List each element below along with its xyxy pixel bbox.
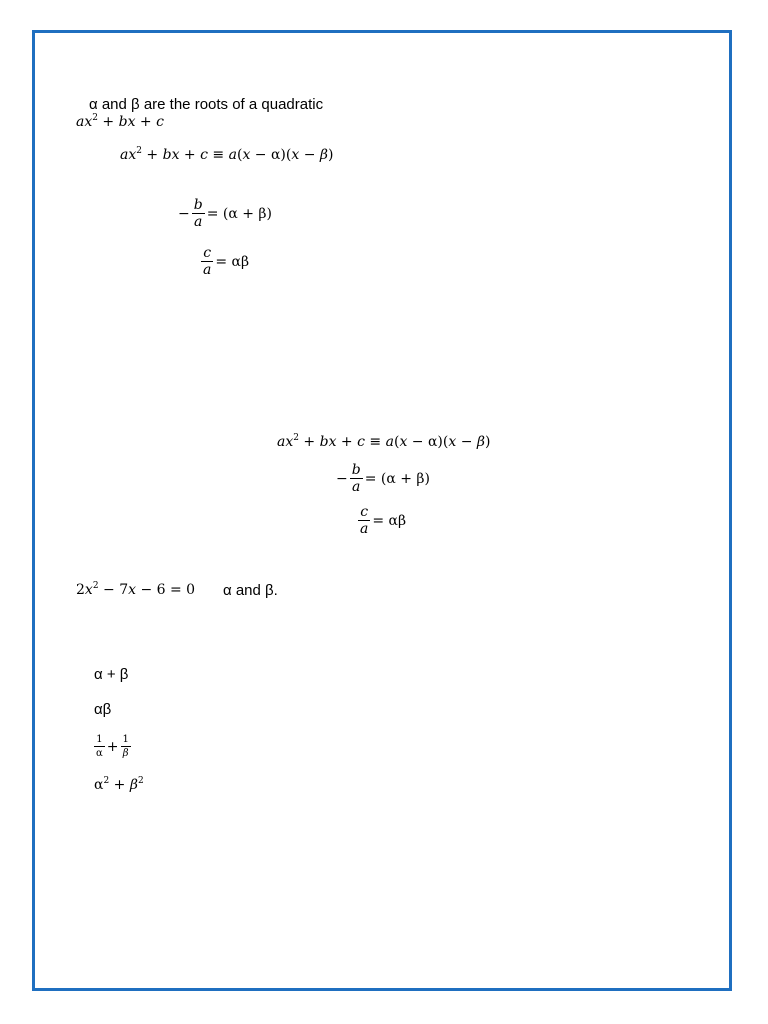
product-of-roots-rule-2: $\frac{c}{a}$ = αβ	[360, 504, 407, 537]
minus-sign: −	[178, 205, 190, 222]
product-of-roots-rule-1: $\frac{c}{a}$ = αβ	[203, 245, 250, 278]
identity-expression-2: $ax^2$ + bx + c ≡ a(x − α)(x − β)	[277, 433, 491, 450]
question-sum-of-squares: $\alpha^2 + \beta^2$	[94, 776, 144, 793]
b-over-a-fraction: $\frac{b}{a}$	[193, 197, 203, 230]
question-sum: α + β	[94, 666, 129, 683]
question-product: αβ	[94, 701, 112, 718]
question-reciprocal-sum: $\frac{1}{\alpha}$ + $\frac{1}{\beta}$	[96, 734, 129, 759]
identity-expression-1: $ax^2$ + bx + c ≡ a(x − α)(x − β)	[120, 146, 334, 163]
example-roots: α and β.	[223, 582, 278, 599]
example-equation: $2x^2 - 7x - 6 = 0$	[76, 581, 196, 598]
c-over-a-fraction: $\frac{c}{a}$	[203, 245, 212, 278]
intro-quadratic: $ax^2$ + bx + c	[76, 113, 164, 130]
sum-of-roots-rule-1: − $\frac{b}{a}$ = (α + β)	[178, 197, 272, 230]
intro-statement: α and β are the roots of a quadratic	[89, 96, 324, 113]
sum-of-roots-rule-2: − $\frac{b}{a}$ = (α + β)	[336, 462, 430, 495]
